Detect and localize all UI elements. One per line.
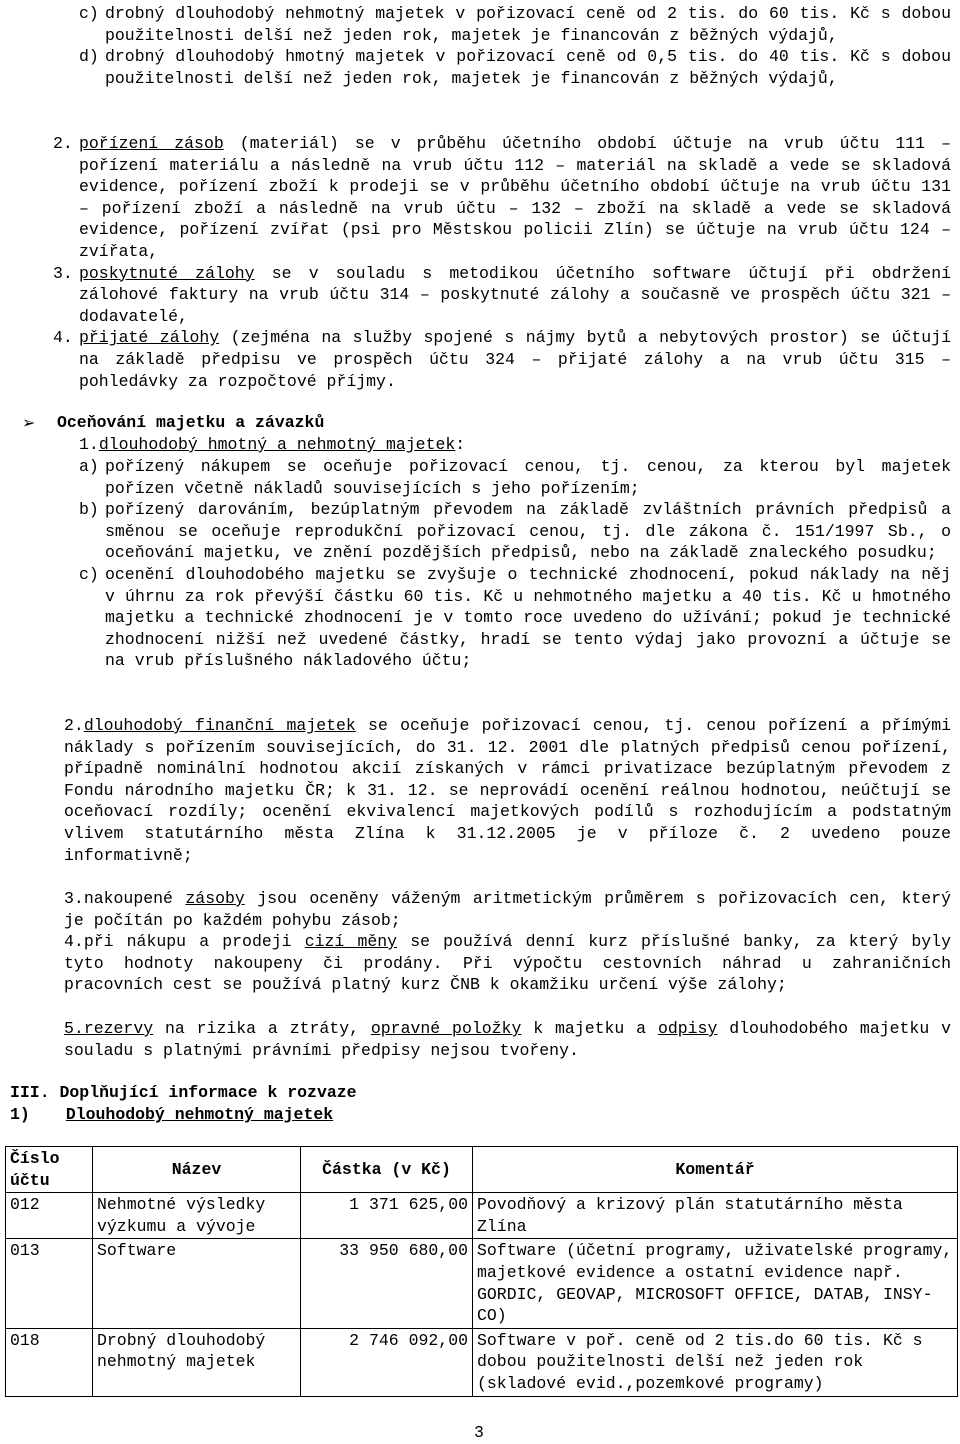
- list-item-3: [53, 263, 951, 328]
- item-label: c): [79, 564, 99, 584]
- table-row: [6, 1193, 958, 1239]
- oceneni-item-2: [64, 715, 951, 866]
- oceneni-item-1: [79, 434, 465, 456]
- cell-nazev: Nehmotné výsledky výzkumu a vývoje: [93, 1193, 301, 1239]
- cell-castka: 1 371 625,00: [301, 1193, 473, 1239]
- item-term-rezervy: rezervy: [83, 1019, 154, 1038]
- oceneni-item-3: [64, 888, 951, 931]
- item-label: c): [79, 4, 99, 23]
- item-label: a): [79, 457, 99, 476]
- cell-ucet: 018: [6, 1328, 93, 1396]
- item-term: dlouhodobý hmotný a nehmotný majetek: [98, 435, 456, 454]
- oceneni-item-4: [64, 931, 951, 996]
- list-item-4: [53, 327, 951, 392]
- item-term: pořízení zásob: [79, 134, 224, 153]
- item-label: b): [79, 500, 99, 520]
- item-label: d): [79, 47, 99, 67]
- header-nazev: Název: [93, 1147, 301, 1193]
- item-label: 1.: [79, 435, 99, 454]
- item-text: ocenění dlouhodobého majetku se zvyšuje o technické zhodnocení, pokud náklady na něj v úhrnu za rok převýší částku 60 tis. Kč u nehmotného majetku a 40 tis. Kč u hmotného majetku a technické zhodnocení je v tomto roce uvedeno do užívání; pokud je technické zhodnocení nižší než uvedené částky, hradí se tento výdaj jako provozní a účtuje se na vrub příslušného nákladového účtu;: [105, 564, 951, 671]
- item-text: :: [455, 435, 466, 454]
- numbered-list: [53, 133, 951, 392]
- top-list: [79, 3, 951, 89]
- cell-ucet: 013: [6, 1239, 93, 1328]
- list-item-c: [79, 3, 951, 46]
- sub-item-c: [79, 564, 951, 672]
- item-term: poskytnuté zálohy: [79, 263, 255, 283]
- sub-item-a: [79, 456, 951, 499]
- item-text: drobný dlouhodobý nehmotný majetek v pořizovací ceně od 2 tis. do 60 tis. Kč s dobou použitelnosti delší než jeden rok, majetek je financován z běžných výdajů,: [105, 4, 951, 45]
- intangible-assets-table: [5, 1146, 958, 1397]
- item-text: se používá denní kurz příslušné banky, za který byly tyto hodnoty nakoupeny či prodány. Při výpočtu cestovních náhrad u zahraničních pracovních cest se používá platný kurz ČNB k okamžiku určení výše zálohy;: [64, 932, 951, 995]
- cell-komentar: Software (účetní programy, uživatelské programy, majetkové evidence a ostatní evidence např. GORDIC, GEOVAP, MICROSOFT OFFICE, DATAB, INSY-CO): [473, 1239, 958, 1328]
- list-item-d: [79, 46, 951, 89]
- table-header-row: [6, 1147, 958, 1193]
- header-komentar: Komentář: [473, 1147, 958, 1193]
- item-text-mid: k majetku a: [521, 1019, 658, 1038]
- item-term-opravne-polozky: opravné položky: [370, 1019, 522, 1038]
- item-text: pořízený nákupem se oceňuje pořizovací cenou, tj. cenou, za kterou byl majetek pořízen včetně nákladů souvisejících s jeho pořízením;: [105, 457, 951, 498]
- item-term: přijaté zálohy: [79, 328, 220, 348]
- arrow-bullet-icon: ➢: [22, 413, 36, 432]
- cell-castka: 33 950 680,00: [301, 1239, 473, 1328]
- cell-castka: 2 746 092,00: [301, 1328, 473, 1396]
- header-castka: Částka (v Kč): [301, 1147, 473, 1193]
- item-label: 3.: [64, 889, 84, 908]
- item-text: (zejména na služby spojené s nájmy bytů a nebytových prostor) se účtují na základě předpisu ve prospěch účtu 324 – přijaté zálohy a na vrub účtu 315 – pohledávky za rozpočtové příjmy.: [79, 328, 951, 391]
- cell-nazev: Software: [93, 1239, 301, 1328]
- subsection-label: 1): [10, 1105, 30, 1124]
- list-item-2: [53, 133, 951, 263]
- item-text: (materiál) se v průběhu účetního období účtuje na vrub účtu 111 – pořízení materiálu a následně na vrub účtu 112 – materiál na skladě a vede se skladová evidence, pořízení zboží k prodeji se v průběhu účetního období účtuje na vrub účtu 131 – pořízení zboží a následně na vrub účtu – 132 – zboží na skladě a vede se skladová evidence, pořízení zvířat (psi pro Městskou policii Zlín) se účtuje na vrub účtu 124 – zvířata,: [79, 134, 951, 261]
- cell-ucet: 012: [6, 1193, 93, 1239]
- item-label: 2.: [53, 134, 73, 153]
- item-text: dlouhodobého majetku v souladu s platnými právními předpisy nejsou tvořeny.: [64, 1019, 951, 1060]
- item-text: drobný dlouhodobý hmotný majetek v pořizovací ceně od 0,5 tis. do 40 tis. Kč s dobou použitelnosti delší než jeden rok, majetek je financován z běžných výdajů,: [105, 47, 951, 88]
- item-label: 4.: [64, 932, 84, 951]
- oceneni-sub-list: [79, 456, 951, 672]
- item-label: 4.: [53, 328, 73, 348]
- item-term: cizí měny: [304, 932, 398, 951]
- item-label: 2.: [64, 716, 84, 735]
- item-text: pořízený darováním, bezúplatným převodem na základě zvláštních právních předpisů a směnou se oceňuje reprodukční pořizovací cenou, tj. dle zákona č. 151/1997 Sb., o oceňování majetku, ve znění pozdějších předpisů, nebo na základě znaleckého posudku;: [105, 500, 951, 563]
- oceneni-heading: Oceňování majetku a závazků: [57, 413, 325, 432]
- item-label: 5.: [64, 1019, 84, 1038]
- oceneni-item-5: [64, 1018, 951, 1061]
- subsection-heading-row: [10, 1104, 333, 1126]
- cell-komentar: Software v poř. ceně od 2 tis.do 60 tis. Kč s dobou použitelnosti delší než jeden rok (skladové evid.,pozemkové programy): [473, 1328, 958, 1396]
- subsection-heading: Dlouhodobý nehmotný majetek: [65, 1105, 334, 1124]
- cell-komentar: Povodňový a krizový plán statutárního města Zlína: [473, 1193, 958, 1239]
- item-text: se oceňuje pořizovací cenou, tj. cenou pořízení a přímými náklady s pořízením souvisejících, do 31. 12. 2001 dle platných předpisů cenou pořízení, případně nominální hodnotou akcií získaných v rámci privatizace bezúplatným převodem z Fondu národního majetku ČR; k 31. 12. se neprovádí ocenění reálnou hodnotou, neúčtují se oceňovací rozdíly; ocenění ekvivalencí majetkových podílů s rozhodujícím a podstatným vlivem statutárního města Zlína k 31.12.2005 je v příloze č. 2 uvedeno pouze informativně;: [64, 716, 952, 865]
- section-heading: III. Doplňující informace k rozvaze: [10, 1083, 357, 1102]
- table-row: [6, 1328, 958, 1396]
- item-term-odpisy: odpisy: [657, 1019, 718, 1038]
- item-text-pre: nakoupené: [83, 889, 186, 908]
- item-label: 3.: [53, 263, 73, 283]
- table-row: [6, 1239, 958, 1328]
- oceneni-heading-row: [0, 412, 960, 434]
- item-text-pre: při nákupu a prodeji: [83, 932, 305, 951]
- sub-item-b: [79, 499, 951, 564]
- item-text: se v souladu s metodikou účetního software účtují při obdržení zálohové faktury na vrub účtu 314 – poskytnuté zálohy a současně ve prospěch účtu 321 – dodavatelé,: [79, 263, 951, 326]
- header-cislo-uctu: Číslo účtu: [6, 1147, 93, 1193]
- item-text-mid: na rizika a ztráty,: [153, 1019, 371, 1038]
- item-term: zásoby: [185, 889, 245, 908]
- item-term: dlouhodobý finanční majetek: [83, 716, 356, 735]
- cell-nazev: Drobný dlouhodobý nehmotný majetek: [93, 1328, 301, 1396]
- page-number: 3: [474, 1423, 484, 1442]
- item-text: jsou oceněny váženým aritmetickým průměrem s pořizovacích cen, který je počítán po každém pohybu zásob;: [64, 889, 951, 930]
